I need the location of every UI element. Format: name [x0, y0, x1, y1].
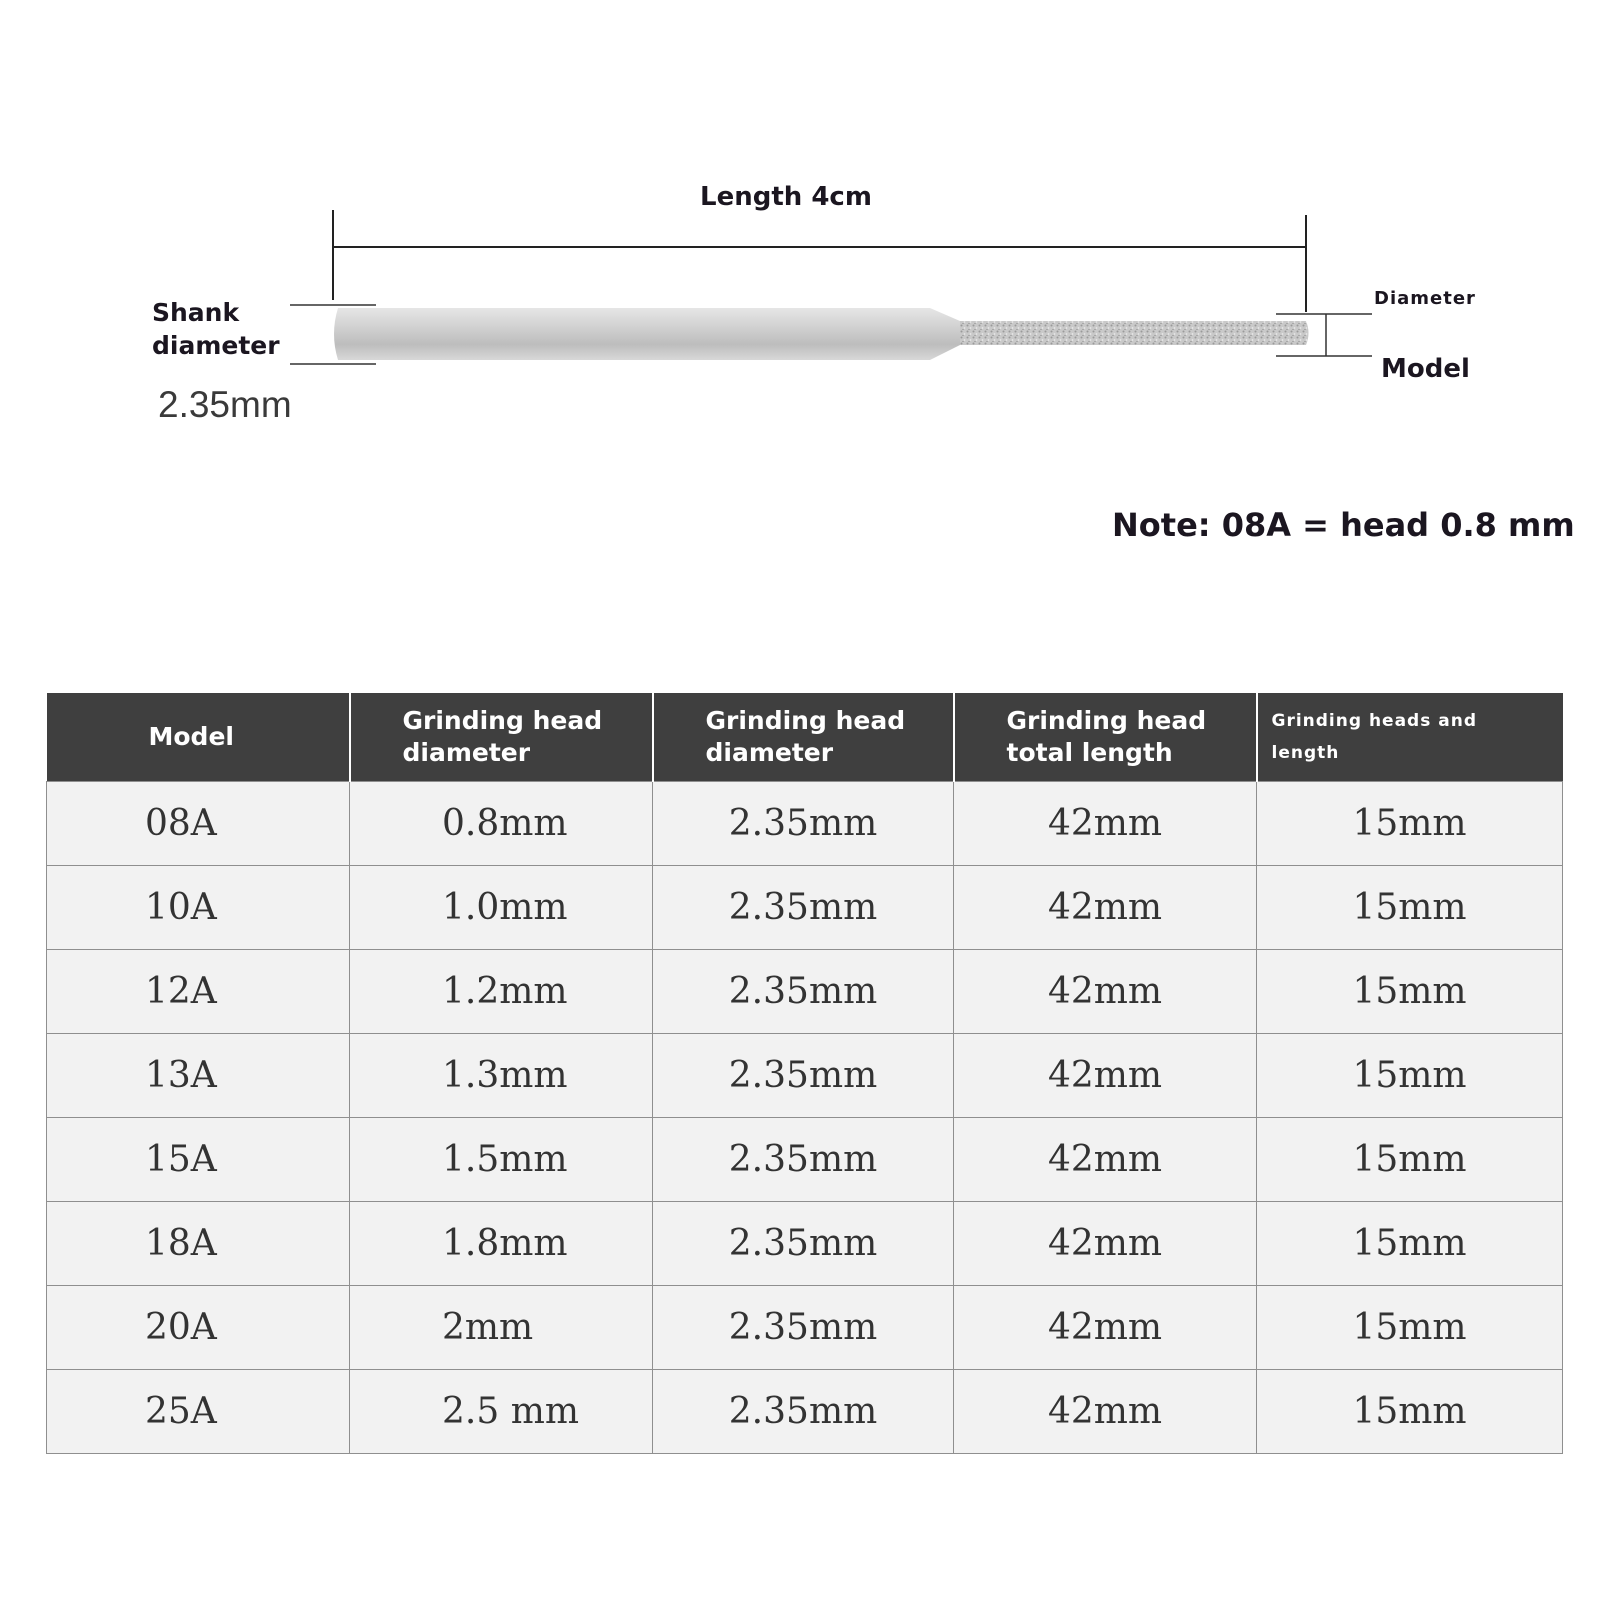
cell-model: 08A	[47, 782, 350, 866]
cell-shank-diameter: 2.35mm	[653, 782, 954, 866]
cell-model: 18A	[47, 1202, 350, 1286]
table-row	[47, 1202, 1563, 1286]
cell-shank-diameter: 2.35mm	[653, 1118, 954, 1202]
table-row	[47, 950, 1563, 1034]
header-head-diameter: Grinding head diameter	[350, 693, 653, 782]
cell-shank-diameter: 2.35mm	[653, 866, 954, 950]
cell-total-length: 42mm	[954, 1370, 1257, 1454]
cell-shank-diameter: 2.35mm	[653, 1286, 954, 1370]
cell-total-length: 42mm	[954, 1202, 1257, 1286]
cell-model: 10A	[47, 866, 350, 950]
cell-head-diameter: 1.8mm	[350, 1202, 653, 1286]
cell-head-length: 15mm	[1257, 1370, 1563, 1454]
shank-diameter-label: Shank diameter	[152, 298, 280, 360]
header-head-length: Grinding heads and length	[1257, 693, 1563, 782]
cell-model: 13A	[47, 1034, 350, 1118]
cell-head-diameter: 1.0mm	[350, 866, 653, 950]
model-note: Note: 08A = head 0.8 mm	[1112, 506, 1575, 544]
cell-head-diameter: 1.3mm	[350, 1034, 653, 1118]
table-row	[47, 1370, 1563, 1454]
table-row	[47, 866, 1563, 950]
cell-head-length: 15mm	[1257, 950, 1563, 1034]
table-row	[47, 1034, 1563, 1118]
cell-model: 15A	[47, 1118, 350, 1202]
cell-head-diameter: 1.5mm	[350, 1118, 653, 1202]
cell-shank-diameter: 2.35mm	[653, 1034, 954, 1118]
table-body	[47, 782, 1563, 1454]
cell-head-diameter: 1.2mm	[350, 950, 653, 1034]
cell-head-diameter: 2mm	[350, 1286, 653, 1370]
header-total-length: Grinding head total length	[954, 693, 1257, 782]
cell-shank-diameter: 2.35mm	[653, 1370, 954, 1454]
cell-total-length: 42mm	[954, 1286, 1257, 1370]
drill-shank	[334, 308, 960, 360]
cell-total-length: 42mm	[954, 782, 1257, 866]
header-model: Model	[47, 693, 350, 782]
cell-model: 12A	[47, 950, 350, 1034]
cell-head-diameter: 2.5 mm	[350, 1370, 653, 1454]
header-shank-diameter: Grinding head diameter	[653, 693, 954, 782]
cell-head-length: 15mm	[1257, 1286, 1563, 1370]
shank-diameter-value: 2.35mm	[158, 384, 292, 425]
cell-head-length: 15mm	[1257, 1202, 1563, 1286]
length-label: Length 4cm	[700, 182, 872, 212]
table-row	[47, 1118, 1563, 1202]
cell-total-length: 42mm	[954, 1034, 1257, 1118]
cell-shank-diameter: 2.35mm	[653, 950, 954, 1034]
cell-head-length: 15mm	[1257, 1034, 1563, 1118]
cell-total-length: 42mm	[954, 950, 1257, 1034]
spec-table	[46, 693, 1563, 1454]
table-row	[47, 782, 1563, 866]
table-row	[47, 1286, 1563, 1370]
cell-total-length: 42mm	[954, 1118, 1257, 1202]
head-diameter-label: Diameter	[1374, 288, 1476, 309]
cell-head-diameter: 0.8mm	[350, 782, 653, 866]
cell-shank-diameter: 2.35mm	[653, 1202, 954, 1286]
cell-head-length: 15mm	[1257, 1118, 1563, 1202]
cell-total-length: 42mm	[954, 866, 1257, 950]
cell-model: 25A	[47, 1370, 350, 1454]
model-label: Model	[1381, 354, 1470, 384]
cell-head-length: 15mm	[1257, 866, 1563, 950]
cell-model: 20A	[47, 1286, 350, 1370]
cell-head-length: 15mm	[1257, 782, 1563, 866]
table-header-row	[47, 693, 1563, 782]
grinding-head	[960, 321, 1309, 345]
